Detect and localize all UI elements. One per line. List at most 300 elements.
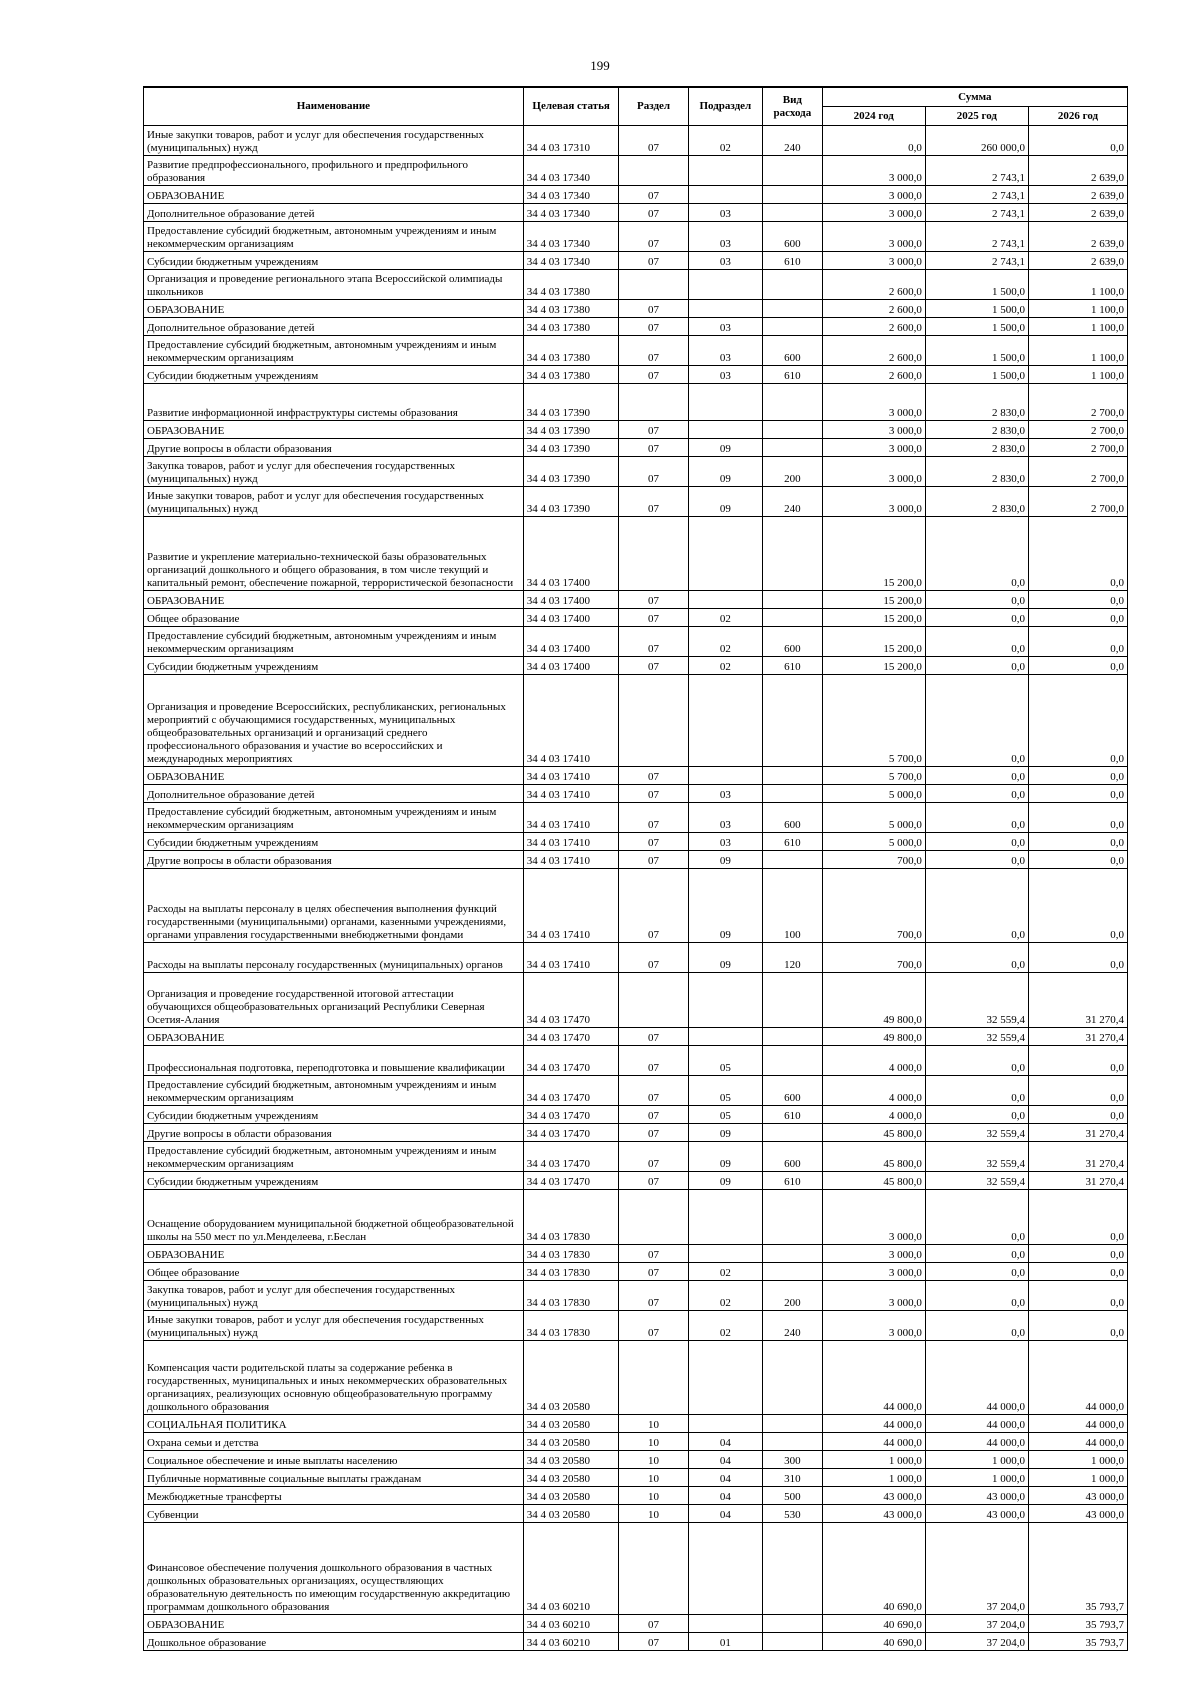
row-section: 07 (619, 336, 688, 366)
row-target-article: 34 4 03 20580 (523, 1341, 619, 1415)
row-subsection: 09 (688, 1124, 762, 1142)
table-row (144, 657, 1128, 675)
table-body (144, 126, 1128, 1651)
row-expense-type (763, 1341, 823, 1415)
row-section (619, 675, 688, 767)
row-sum-2024: 15 200,0 (822, 627, 925, 657)
row-target-article: 34 4 03 17400 (523, 627, 619, 657)
row-sum-2026: 44 000,0 (1028, 1433, 1127, 1451)
row-sum-2024: 3 000,0 (822, 1245, 925, 1263)
header-2025: 2025 год (925, 107, 1028, 126)
row-subsection (688, 1028, 762, 1046)
table-row (144, 384, 1128, 421)
row-name: Дополнительное образование детей (144, 785, 524, 803)
row-sum-2024: 44 000,0 (822, 1415, 925, 1433)
row-sum-2026: 31 270,4 (1028, 1172, 1127, 1190)
row-name: Дошкольное образование (144, 1633, 524, 1651)
row-expense-type (763, 204, 823, 222)
row-subsection: 05 (688, 1076, 762, 1106)
row-section: 07 (619, 803, 688, 833)
row-target-article: 34 4 03 17470 (523, 1172, 619, 1190)
row-target-article: 34 4 03 60210 (523, 1615, 619, 1633)
row-expense-type: 240 (763, 487, 823, 517)
row-sum-2026: 0,0 (1028, 1106, 1127, 1124)
row-sum-2025: 43 000,0 (925, 1505, 1028, 1523)
row-target-article: 34 4 03 17380 (523, 366, 619, 384)
row-subsection (688, 675, 762, 767)
row-target-article: 34 4 03 17410 (523, 833, 619, 851)
row-sum-2024: 3 000,0 (822, 156, 925, 186)
row-name: Предоставление субсидий бюджетным, автономным учреждениям и иным некоммерческим организациям (144, 1142, 524, 1172)
row-target-article: 34 4 03 17340 (523, 156, 619, 186)
row-sum-2026: 0,0 (1028, 1263, 1127, 1281)
row-subsection: 05 (688, 1046, 762, 1076)
header-2024: 2024 год (822, 107, 925, 126)
row-name: Другие вопросы в области образования (144, 1124, 524, 1142)
row-sum-2024: 49 800,0 (822, 1028, 925, 1046)
row-sum-2025: 2 743,1 (925, 204, 1028, 222)
row-section (619, 1190, 688, 1245)
row-sum-2026: 1 000,0 (1028, 1469, 1127, 1487)
row-expense-type (763, 1523, 823, 1615)
row-section: 10 (619, 1415, 688, 1433)
row-sum-2026: 35 793,7 (1028, 1633, 1127, 1651)
row-subsection: 02 (688, 657, 762, 675)
row-section: 07 (619, 869, 688, 943)
row-sum-2026: 1 100,0 (1028, 366, 1127, 384)
table-row (144, 1028, 1128, 1046)
row-sum-2025: 0,0 (925, 1076, 1028, 1106)
row-section: 07 (619, 487, 688, 517)
row-subsection: 04 (688, 1433, 762, 1451)
table-row (144, 803, 1128, 833)
row-subsection (688, 270, 762, 300)
row-sum-2026: 0,0 (1028, 1046, 1127, 1076)
row-sum-2025: 0,0 (925, 591, 1028, 609)
row-name: Организация и проведение регионального этапа Всероссийской олимпиады школьников (144, 270, 524, 300)
row-expense-type: 240 (763, 126, 823, 156)
row-sum-2026: 31 270,4 (1028, 1028, 1127, 1046)
row-sum-2025: 0,0 (925, 657, 1028, 675)
row-sum-2024: 43 000,0 (822, 1487, 925, 1505)
row-name: Охрана семьи и детства (144, 1433, 524, 1451)
row-sum-2026: 1 100,0 (1028, 300, 1127, 318)
row-sum-2024: 3 000,0 (822, 1281, 925, 1311)
row-sum-2024: 15 200,0 (822, 517, 925, 591)
row-name: Субсидии бюджетным учреждениям (144, 833, 524, 851)
header-name: Наименование (144, 87, 524, 126)
row-sum-2025: 2 830,0 (925, 421, 1028, 439)
table-row (144, 627, 1128, 657)
row-sum-2026: 2 700,0 (1028, 487, 1127, 517)
row-expense-type: 310 (763, 1469, 823, 1487)
row-name: Закупка товаров, работ и услуг для обеспечения государственных (муниципальных) нужд (144, 457, 524, 487)
table-row (144, 1263, 1128, 1281)
row-sum-2026: 43 000,0 (1028, 1505, 1127, 1523)
row-target-article: 34 4 03 17340 (523, 186, 619, 204)
row-name: Предоставление субсидий бюджетным, автономным учреждениям и иным некоммерческим организациям (144, 222, 524, 252)
row-name: Профессиональная подготовка, переподготовка и повышение квалификации (144, 1046, 524, 1076)
row-subsection (688, 1523, 762, 1615)
row-name: Предоставление субсидий бюджетным, автономным учреждениям и иным некоммерческим организациям (144, 803, 524, 833)
row-name: Субсидии бюджетным учреждениям (144, 1106, 524, 1124)
row-target-article: 34 4 03 17340 (523, 222, 619, 252)
header-section: Раздел (619, 87, 688, 126)
row-target-article: 34 4 03 20580 (523, 1451, 619, 1469)
row-sum-2026: 1 100,0 (1028, 270, 1127, 300)
row-subsection: 02 (688, 126, 762, 156)
row-expense-type: 600 (763, 627, 823, 657)
table-row (144, 439, 1128, 457)
row-sum-2026: 2 639,0 (1028, 156, 1127, 186)
row-expense-type (763, 156, 823, 186)
row-section: 07 (619, 439, 688, 457)
row-subsection: 09 (688, 487, 762, 517)
row-name: Другие вопросы в области образования (144, 851, 524, 869)
row-expense-type: 120 (763, 943, 823, 973)
row-name: Организация и проведение государственной итоговой аттестации обучающихся общеобразовательных организаций Республики Северная Осетия-Алания (144, 973, 524, 1028)
table-row (144, 1615, 1128, 1633)
row-name: Субвенции (144, 1505, 524, 1523)
row-sum-2025: 1 500,0 (925, 300, 1028, 318)
row-target-article: 34 4 03 17400 (523, 609, 619, 627)
row-expense-type (763, 1046, 823, 1076)
table-row (144, 785, 1128, 803)
row-section: 10 (619, 1433, 688, 1451)
row-sum-2024: 3 000,0 (822, 421, 925, 439)
row-section: 07 (619, 421, 688, 439)
row-target-article: 34 4 03 17390 (523, 457, 619, 487)
row-sum-2026: 0,0 (1028, 943, 1127, 973)
table-row (144, 1451, 1128, 1469)
row-expense-type (763, 1028, 823, 1046)
row-sum-2025: 32 559,4 (925, 1028, 1028, 1046)
row-section: 07 (619, 222, 688, 252)
row-name: Другие вопросы в области образования (144, 439, 524, 457)
row-sum-2025: 0,0 (925, 1106, 1028, 1124)
row-section (619, 517, 688, 591)
table-row (144, 1046, 1128, 1076)
row-target-article: 34 4 03 17400 (523, 517, 619, 591)
header-target-article: Целевая статья (523, 87, 619, 126)
row-sum-2026: 2 639,0 (1028, 252, 1127, 270)
table-row (144, 1124, 1128, 1142)
header-subsection: Подраздел (688, 87, 762, 126)
row-expense-type: 610 (763, 1106, 823, 1124)
row-name: Развитие информационной инфраструктуры системы образования (144, 384, 524, 421)
row-sum-2024: 700,0 (822, 869, 925, 943)
row-sum-2026: 35 793,7 (1028, 1615, 1127, 1633)
row-section: 07 (619, 767, 688, 785)
row-sum-2024: 3 000,0 (822, 439, 925, 457)
table-row (144, 336, 1128, 366)
row-target-article: 34 4 03 20580 (523, 1415, 619, 1433)
row-sum-2025: 0,0 (925, 1311, 1028, 1341)
row-sum-2024: 3 000,0 (822, 222, 925, 252)
row-name: Иные закупки товаров, работ и услуг для обеспечения государственных (муниципальных) нужд (144, 126, 524, 156)
row-sum-2024: 5 700,0 (822, 767, 925, 785)
row-name: Развитие предпрофессионального, профильного и предпрофильного образования (144, 156, 524, 186)
row-section (619, 973, 688, 1028)
row-sum-2025: 2 830,0 (925, 439, 1028, 457)
row-name: ОБРАЗОВАНИЕ (144, 1245, 524, 1263)
row-subsection: 02 (688, 1311, 762, 1341)
row-sum-2025: 1 000,0 (925, 1469, 1028, 1487)
row-section: 07 (619, 851, 688, 869)
row-sum-2024: 2 600,0 (822, 336, 925, 366)
row-name: Оснащение оборудованием муниципальной бюджетной общеобразовательной школы на 550 мест по ул.Менделеева, г.Беслан (144, 1190, 524, 1245)
row-sum-2025: 32 559,4 (925, 1142, 1028, 1172)
row-sum-2024: 45 800,0 (822, 1142, 925, 1172)
row-subsection (688, 421, 762, 439)
row-target-article: 34 4 03 17410 (523, 869, 619, 943)
row-name: Предоставление субсидий бюджетным, автономным учреждениям и иным некоммерческим организациям (144, 1076, 524, 1106)
row-sum-2024: 3 000,0 (822, 384, 925, 421)
row-section: 07 (619, 300, 688, 318)
row-name: Компенсация части родительской платы за содержание ребенка в государственных, муниципальных и иных некоммерческих образовательных организациях, реализующих основную общеобразовательную программу дошкольного образования (144, 1341, 524, 1415)
row-expense-type: 610 (763, 252, 823, 270)
row-sum-2026: 0,0 (1028, 517, 1127, 591)
table-row (144, 517, 1128, 591)
row-sum-2026: 31 270,4 (1028, 1124, 1127, 1142)
row-subsection: 09 (688, 869, 762, 943)
table-row (144, 1190, 1128, 1245)
row-target-article: 34 4 03 17830 (523, 1281, 619, 1311)
row-target-article: 34 4 03 17390 (523, 487, 619, 517)
row-subsection (688, 973, 762, 1028)
table-row (144, 186, 1128, 204)
row-subsection (688, 1245, 762, 1263)
row-sum-2024: 2 600,0 (822, 318, 925, 336)
row-subsection: 03 (688, 366, 762, 384)
row-sum-2026: 0,0 (1028, 833, 1127, 851)
row-name: Межбюджетные трансферты (144, 1487, 524, 1505)
header-expense-type: Вид расхода (763, 87, 823, 126)
row-sum-2026: 44 000,0 (1028, 1415, 1127, 1433)
row-name: Субсидии бюджетным учреждениям (144, 366, 524, 384)
table-row (144, 675, 1128, 767)
table-row (144, 126, 1128, 156)
row-sum-2026: 0,0 (1028, 851, 1127, 869)
row-sum-2024: 3 000,0 (822, 1311, 925, 1341)
row-section: 07 (619, 1028, 688, 1046)
row-sum-2026: 0,0 (1028, 657, 1127, 675)
row-target-article: 34 4 03 17400 (523, 591, 619, 609)
row-sum-2026: 2 639,0 (1028, 186, 1127, 204)
row-section: 10 (619, 1451, 688, 1469)
table-row (144, 1245, 1128, 1263)
row-expense-type (763, 1633, 823, 1651)
row-section: 07 (619, 1046, 688, 1076)
row-name: Финансовое обеспечение получения дошкольного образования в частных дошкольных образовательных организациях, осуществляющих образовательную деятельность по имеющим государственную аккредитацию программам дошкольного образования (144, 1523, 524, 1615)
row-expense-type: 530 (763, 1505, 823, 1523)
row-sum-2025: 2 743,1 (925, 252, 1028, 270)
row-section (619, 156, 688, 186)
row-target-article: 34 4 03 17470 (523, 1142, 619, 1172)
row-target-article: 34 4 03 17470 (523, 973, 619, 1028)
row-target-article: 34 4 03 17380 (523, 318, 619, 336)
row-sum-2024: 700,0 (822, 851, 925, 869)
row-section: 07 (619, 1245, 688, 1263)
row-sum-2024: 4 000,0 (822, 1106, 925, 1124)
row-sum-2025: 1 000,0 (925, 1451, 1028, 1469)
table-row (144, 1415, 1128, 1433)
row-sum-2025: 0,0 (925, 803, 1028, 833)
row-section: 07 (619, 1106, 688, 1124)
row-expense-type (763, 675, 823, 767)
row-target-article: 34 4 03 17830 (523, 1245, 619, 1263)
row-expense-type (763, 1190, 823, 1245)
row-name: Публичные нормативные социальные выплаты гражданам (144, 1469, 524, 1487)
row-section: 10 (619, 1505, 688, 1523)
row-sum-2026: 2 700,0 (1028, 384, 1127, 421)
table-row (144, 833, 1128, 851)
row-sum-2026: 31 270,4 (1028, 973, 1127, 1028)
row-section: 07 (619, 627, 688, 657)
row-name: ОБРАЗОВАНИЕ (144, 300, 524, 318)
row-target-article: 34 4 03 17470 (523, 1046, 619, 1076)
row-sum-2024: 15 200,0 (822, 609, 925, 627)
row-subsection: 03 (688, 252, 762, 270)
row-sum-2026: 0,0 (1028, 609, 1127, 627)
table-row (144, 1487, 1128, 1505)
row-subsection: 09 (688, 1142, 762, 1172)
table-row (144, 767, 1128, 785)
row-name: ОБРАЗОВАНИЕ (144, 421, 524, 439)
row-section: 10 (619, 1469, 688, 1487)
table-row (144, 1076, 1128, 1106)
row-sum-2025: 0,0 (925, 767, 1028, 785)
row-section: 07 (619, 833, 688, 851)
row-subsection: 02 (688, 627, 762, 657)
row-target-article: 34 4 03 17390 (523, 439, 619, 457)
row-subsection: 09 (688, 1172, 762, 1190)
table-row (144, 1281, 1128, 1311)
row-subsection: 03 (688, 204, 762, 222)
row-subsection: 09 (688, 943, 762, 973)
table-row (144, 973, 1128, 1028)
row-section: 07 (619, 1615, 688, 1633)
row-expense-type: 300 (763, 1451, 823, 1469)
header-sum: Сумма (822, 87, 1127, 107)
row-sum-2024: 3 000,0 (822, 186, 925, 204)
row-sum-2025: 0,0 (925, 943, 1028, 973)
row-section: 07 (619, 657, 688, 675)
row-sum-2026: 44 000,0 (1028, 1341, 1127, 1415)
row-target-article: 34 4 03 17400 (523, 657, 619, 675)
row-target-article: 34 4 03 17340 (523, 204, 619, 222)
row-expense-type (763, 785, 823, 803)
row-sum-2025: 44 000,0 (925, 1433, 1028, 1451)
row-sum-2025: 0,0 (925, 1263, 1028, 1281)
row-expense-type (763, 1615, 823, 1633)
row-subsection (688, 384, 762, 421)
row-expense-type (763, 1245, 823, 1263)
row-subsection: 03 (688, 833, 762, 851)
row-sum-2026: 35 793,7 (1028, 1523, 1127, 1615)
table-row (144, 204, 1128, 222)
row-target-article: 34 4 03 60210 (523, 1633, 619, 1651)
row-section: 07 (619, 1263, 688, 1281)
row-sum-2025: 0,0 (925, 517, 1028, 591)
table-row (144, 270, 1128, 300)
row-sum-2026: 0,0 (1028, 1281, 1127, 1311)
row-sum-2026: 43 000,0 (1028, 1487, 1127, 1505)
table-row (144, 1172, 1128, 1190)
row-expense-type (763, 384, 823, 421)
row-sum-2024: 5 000,0 (822, 833, 925, 851)
table-row (144, 1311, 1128, 1341)
row-sum-2026: 0,0 (1028, 869, 1127, 943)
row-name: Организация и проведение Всероссийских, республиканских, региональных мероприятий с обучающимися государственных, муниципальных общеобразовательных организаций и организаций среднего профессионального образования и участие во всероссийских и международных мероприятиях (144, 675, 524, 767)
row-expense-type (763, 591, 823, 609)
row-expense-type: 240 (763, 1311, 823, 1341)
row-name: ОБРАЗОВАНИЕ (144, 1615, 524, 1633)
row-sum-2026: 0,0 (1028, 785, 1127, 803)
row-sum-2026: 1 000,0 (1028, 1451, 1127, 1469)
row-name: Социальное обеспечение и иные выплаты населению (144, 1451, 524, 1469)
row-subsection: 02 (688, 1281, 762, 1311)
row-name: Общее образование (144, 1263, 524, 1281)
row-target-article: 34 4 03 17380 (523, 300, 619, 318)
row-target-article: 34 4 03 17410 (523, 851, 619, 869)
row-sum-2024: 43 000,0 (822, 1505, 925, 1523)
row-sum-2024: 40 690,0 (822, 1523, 925, 1615)
row-name: Расходы на выплаты персоналу государственных (муниципальных) органов (144, 943, 524, 973)
table-row (144, 1505, 1128, 1523)
header-2026: 2026 год (1028, 107, 1127, 126)
row-sum-2025: 0,0 (925, 1046, 1028, 1076)
row-sum-2025: 0,0 (925, 609, 1028, 627)
row-sum-2024: 4 000,0 (822, 1046, 925, 1076)
row-subsection: 05 (688, 1106, 762, 1124)
row-expense-type: 200 (763, 457, 823, 487)
row-subsection: 09 (688, 439, 762, 457)
row-subsection: 04 (688, 1505, 762, 1523)
table-row (144, 869, 1128, 943)
row-target-article: 34 4 03 17380 (523, 270, 619, 300)
row-sum-2026: 2 639,0 (1028, 222, 1127, 252)
row-sum-2024: 3 000,0 (822, 204, 925, 222)
row-sum-2025: 43 000,0 (925, 1487, 1028, 1505)
row-subsection (688, 517, 762, 591)
row-sum-2024: 2 600,0 (822, 366, 925, 384)
row-sum-2026: 0,0 (1028, 803, 1127, 833)
row-sum-2024: 44 000,0 (822, 1433, 925, 1451)
row-section: 07 (619, 252, 688, 270)
row-expense-type: 600 (763, 336, 823, 366)
row-target-article: 34 4 03 17470 (523, 1076, 619, 1106)
row-sum-2024: 1 000,0 (822, 1469, 925, 1487)
row-sum-2026: 0,0 (1028, 1190, 1127, 1245)
row-section: 07 (619, 1281, 688, 1311)
row-sum-2024: 40 690,0 (822, 1633, 925, 1651)
row-sum-2024: 5 000,0 (822, 803, 925, 833)
row-sum-2025: 37 204,0 (925, 1523, 1028, 1615)
row-section: 07 (619, 204, 688, 222)
row-target-article: 34 4 03 17830 (523, 1263, 619, 1281)
row-sum-2025: 32 559,4 (925, 973, 1028, 1028)
row-sum-2024: 3 000,0 (822, 1190, 925, 1245)
row-expense-type: 600 (763, 803, 823, 833)
row-expense-type (763, 973, 823, 1028)
row-expense-type (763, 439, 823, 457)
row-target-article: 34 4 03 20580 (523, 1505, 619, 1523)
table-row (144, 1341, 1128, 1415)
table-row (144, 1469, 1128, 1487)
row-sum-2025: 0,0 (925, 1281, 1028, 1311)
row-target-article: 34 4 03 20580 (523, 1487, 619, 1505)
